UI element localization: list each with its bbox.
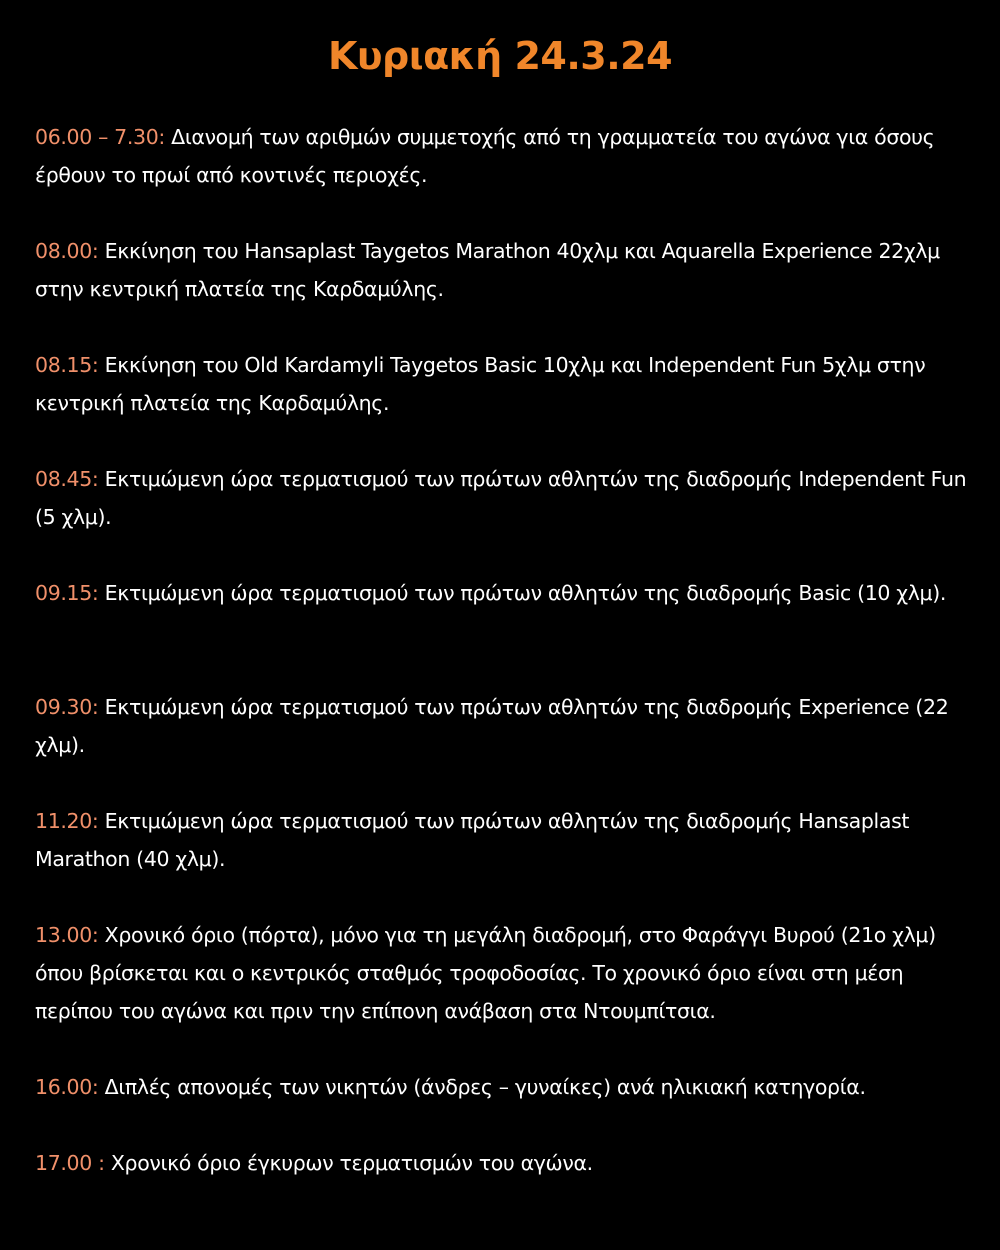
entry-time: 16.00: bbox=[35, 1075, 99, 1099]
entry-time: 09.15: bbox=[35, 581, 99, 605]
schedule-entry bbox=[35, 1068, 975, 1106]
entry-text: Εκτιμώμενη ώρα τερματισμού των πρώτων αθλητών της διαδρομής Independent Fun (5 χλμ). bbox=[35, 467, 967, 529]
entry-time: 08.45: bbox=[35, 467, 99, 491]
entry-text: Χρονικό όριο (πόρτα), μόνο για τη μεγάλη διαδρομή, στο Φαράγγι Βυρού (21ο χλμ) όπου βρίσκεται και ο κεντρικός σταθμός τροφοδοσίας. Το χρονικό όριο είναι στη μέση περίπου του αγώνα και πριν την επίπονη ανάβαση στα Ντουμπίτσια. bbox=[35, 923, 936, 1023]
entry-text: Διπλές απονομές των νικητών (άνδρες – γυναίκες) ανά ηλικιακή κατηγορία. bbox=[104, 1075, 866, 1099]
entry-time: 09.30: bbox=[35, 695, 99, 719]
entry-text: Εκτιμώμενη ώρα τερματισμού των πρώτων αθλητών της διαδρομής Hansaplast Marathon (40 χλμ). bbox=[35, 809, 910, 871]
schedule-entry bbox=[35, 802, 975, 878]
entry-time: 17.00 : bbox=[35, 1151, 105, 1175]
page-title: Κυριακή 24.3.24 bbox=[327, 34, 673, 78]
schedule-entry bbox=[35, 460, 975, 536]
entry-text: Εκκίνηση του Old Kardamyli Taygetos Basic 10χλμ και Independent Fun 5χλμ στην κεντρική πλατεία της Καρδαμύλης. bbox=[35, 353, 926, 415]
entry-time: 06.00 – 7.30: bbox=[35, 125, 165, 149]
schedule-entry bbox=[35, 346, 975, 422]
schedule-entry bbox=[35, 1144, 975, 1182]
entry-time: 11.20: bbox=[35, 809, 99, 833]
schedule-entry bbox=[35, 688, 975, 764]
entry-time: 08.00: bbox=[35, 239, 99, 263]
schedule-entry bbox=[35, 574, 975, 612]
schedule-entry bbox=[35, 232, 975, 308]
schedule-entry bbox=[35, 916, 975, 1030]
entry-text: Χρονικό όριο έγκυρων τερματισμών του αγώνα. bbox=[110, 1151, 593, 1175]
entry-text: Εκκίνηση του Hansaplast Taygetos Marathon 40χλμ και Aquarella Experience 22χλμ στην κεντρική πλατεία της Καρδαμύλης. bbox=[35, 239, 940, 301]
entry-time: 13.00: bbox=[35, 923, 99, 947]
entry-text: Εκτιμώμενη ώρα τερματισμού των πρώτων αθλητών της διαδρομής Basic (10 χλμ). bbox=[104, 581, 947, 605]
entry-text: Διανομή των αριθμών συμμετοχής από τη γραμματεία του αγώνα για όσους έρθουν το πρωί από κοντινές περιοχές. bbox=[35, 125, 935, 187]
schedule-entry bbox=[35, 118, 975, 194]
entry-time: 08.15: bbox=[35, 353, 99, 377]
entry-text: Εκτιμώμενη ώρα τερματισμού των πρώτων αθλητών της διαδρομής Experience (22 χλμ). bbox=[35, 695, 949, 757]
